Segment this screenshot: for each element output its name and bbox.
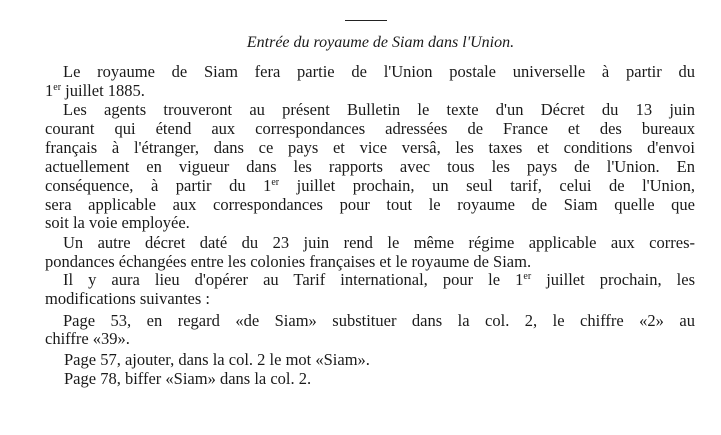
text-line: Le royaume de Siam fera partie de l'Union postale universelle à partir du xyxy=(63,62,695,81)
text-line: 1er juillet 1885. xyxy=(45,81,145,100)
text-line: Un autre décret daté du 23 juin rend le même régime applicable aux corres- xyxy=(63,233,695,252)
text-line: pondances échangées entre les colonies françaises et le royaume de Siam. xyxy=(45,252,532,271)
text-line: courant qui étend aux correspondances adressées de France et des bureaux xyxy=(45,119,695,138)
text-line: conséquence, à partir du 1er juillet prochain, un seul tarif, celui de l'Union, xyxy=(45,176,696,195)
text-line: Page 78, biffer «Siam» dans la col. 2. xyxy=(64,369,312,388)
document-title-text: Entrée du royaume de Siam dans l'Union. xyxy=(246,34,515,51)
document-title xyxy=(0,33,721,53)
text-line: actuellement en vigueur dans les rapports avec tous les pays de l'Union. En xyxy=(45,157,695,176)
text-line: Les agents trouveront au présent Bulletin le texte d'un Décret du 13 juin xyxy=(63,100,695,119)
text-line: Page 57, ajouter, dans la col. 2 le mot «Siam». xyxy=(64,350,370,369)
header-rule xyxy=(345,20,387,21)
text-line: chiffre «39». xyxy=(45,329,130,348)
text-line: Il y aura lieu d'opérer au Tarif international, pour le 1er juillet prochain, les xyxy=(63,270,695,289)
text-line: modifications suivantes : xyxy=(45,289,210,308)
text-line: soit la voie employée. xyxy=(45,213,190,232)
text-line: français à l'étranger, dans ce pays et vice versâ, les taxes et conditions d'envoi xyxy=(45,138,695,157)
text-line: Page 53, en regard «de Siam» substituer dans la col. 2, le chiffre «2» au xyxy=(63,311,695,330)
text-line: sera applicable aux correspondances pour tout le royaume de Siam quelle que xyxy=(45,195,695,214)
